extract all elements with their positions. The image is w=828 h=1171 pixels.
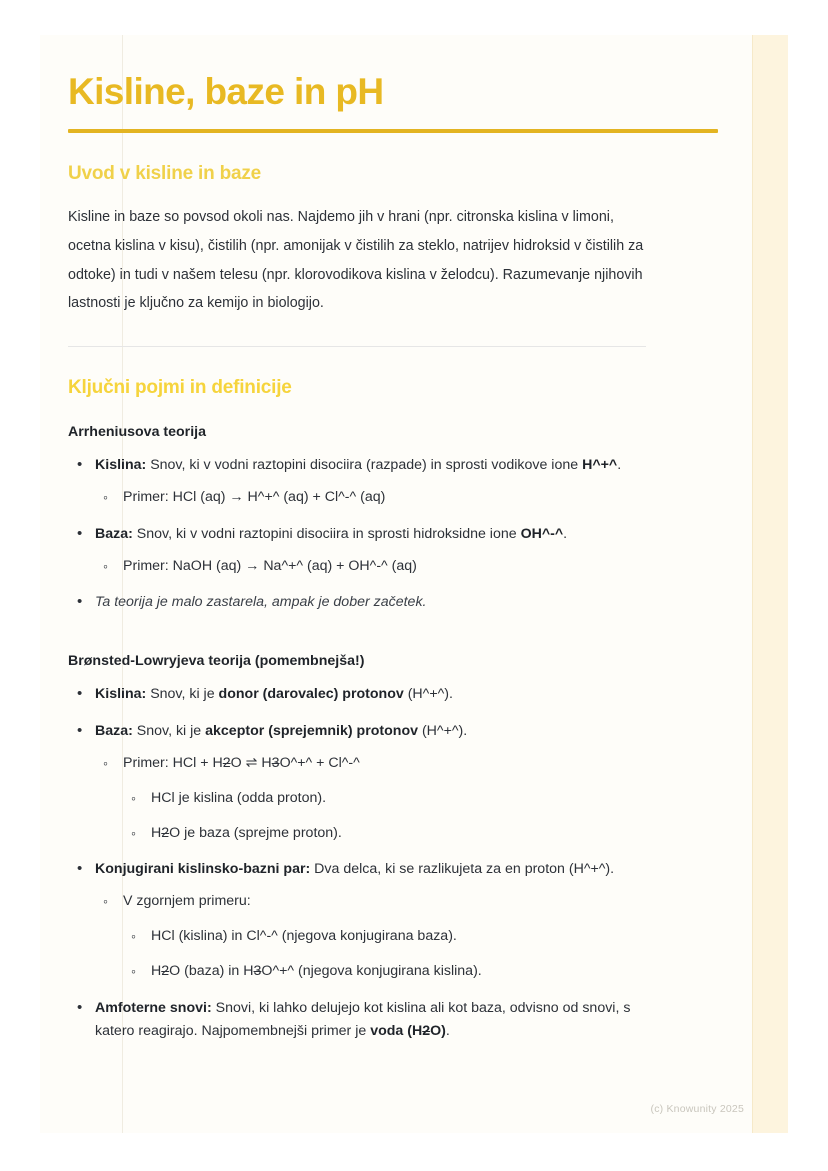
copyright-footer: (c) Knowunity 2025	[650, 1103, 744, 1115]
subheading-bronsted-lowry: Brønsted-Lowryjeva teorija (pomembnejša!)	[68, 653, 365, 670]
akceptor-protonov: akceptor (sprejemnik) protonov	[205, 723, 418, 740]
subscript-3: 3	[253, 962, 262, 979]
page-edge-strip	[752, 35, 788, 1133]
amfoterne-text: Snovi, ki lahko delujejo kot kislina ali kot baza, odvisno od snovi, s katero reagirajo. Najpomembnejši primer je	[95, 999, 631, 1039]
kislina-text: Snov, ki je	[146, 686, 219, 703]
list-item	[123, 925, 670, 948]
kislina-text: Snov, ki v vodni raztopini disociira (razpade) in sprosti vodikove ione	[146, 456, 583, 473]
pair-text: H	[151, 962, 162, 979]
document-content	[68, 35, 728, 1133]
bronsted-equation-notes	[123, 787, 670, 844]
kislina-text-end: .	[617, 456, 622, 473]
list-item	[68, 720, 670, 844]
formula-oh-minus: OH^-^	[520, 525, 564, 542]
document-page	[40, 35, 788, 1133]
term-kislina: Kislina:	[95, 456, 147, 473]
bronsted-list	[68, 669, 728, 1042]
baza-text-end: (H^+^).	[418, 723, 468, 740]
amfoterne-text-end: .	[445, 1022, 450, 1039]
list-item: ◦ Primer: HCl (aq) → H^+^ (aq) + Cl^-^ (aq)	[95, 486, 670, 509]
term-baza-bronsted: Baza:	[95, 723, 133, 740]
list-item	[68, 997, 670, 1043]
intro-paragraph: Kisline in baze so povsod okoli nas. Najdemo jih v hrani (npr. citronska kislina v limoni, ocetna kislina v kisu), čistilih (npr. amonijak v čistilih za steklo, natrijev hidroksid v čistilih za odtoke) in tudi v našem telesu (npr. klorovodikova kislina v želodcu). Razumevanje njihovih lastnosti je ključno za kemijo in biologijo.	[68, 209, 644, 312]
baza-text: Snov, ki je	[132, 723, 206, 740]
bronsted-baza-examples	[95, 752, 670, 844]
equation-prefix: Primer: HCl + H	[123, 755, 223, 772]
baza-text-end: .	[563, 525, 568, 542]
term-amfoterne-snovi: Amfoterne snovi:	[95, 999, 212, 1016]
arrhenius-note: Ta teorija je malo zastarela, ampak je dober začetek.	[95, 594, 427, 611]
list-item	[123, 822, 670, 845]
voda-suffix: O)	[430, 1022, 446, 1039]
equation-mid: O ⇌ H	[230, 755, 272, 772]
konjugirani-examples	[95, 890, 670, 982]
page-edge-line	[752, 35, 753, 1133]
subscript-2: 2	[161, 824, 170, 841]
pair-text-end: O^+^ (njegova konjugirana kislina).	[261, 962, 482, 979]
list-item	[123, 787, 670, 810]
list-item	[68, 591, 670, 614]
arrhenius-baza-examples	[95, 555, 670, 578]
subheading-arrheniusova-teorija: Arrheniusova teorija	[68, 423, 206, 440]
subscript-2: 2	[422, 1022, 431, 1039]
list-item	[68, 523, 670, 578]
list-item	[95, 890, 670, 982]
kislina-text-end: (H^+^).	[403, 686, 453, 703]
section-heading-uvod: Uvod v kisline in baze	[68, 163, 262, 185]
voda-prefix: voda (H	[370, 1022, 423, 1039]
term-konjugirani-par: Konjugirani kislinsko-bazni par:	[95, 861, 311, 878]
subscript-2: 2	[161, 962, 170, 979]
page-title: Kisline, baze in pH	[68, 71, 384, 112]
baza-text: Snov, ki v vodni raztopini disociira in sprosti hidroksidne ione	[132, 525, 521, 542]
note-text: H	[151, 824, 162, 841]
sub-label: V zgornjem primeru:	[123, 893, 251, 910]
arrhenius-kislina-examples	[95, 486, 670, 509]
voda-formula	[370, 1023, 446, 1039]
konjugirani-text: Dva delca, ki se razlikujeta za en proton (H^+^).	[310, 861, 615, 878]
subscript-3: 3	[271, 755, 280, 772]
list-item	[95, 752, 670, 844]
note-text-end: O je baza (sprejme proton).	[169, 824, 342, 841]
list-item	[123, 960, 670, 983]
list-item	[68, 858, 670, 982]
equation-suffix: O^+^ + Cl^-^	[279, 755, 360, 772]
pair-mid: O (baza) in H	[169, 962, 254, 979]
donor-protonov: donor (darovalec) protonov	[218, 686, 404, 703]
term-baza: Baza:	[95, 525, 133, 542]
arrhenius-list	[68, 440, 728, 614]
list-item	[68, 683, 670, 706]
term-kislina-bronsted: Kislina:	[95, 686, 147, 703]
pair-text: HCl (kislina) in Cl^-^ (njegova konjugirana baza).	[151, 928, 457, 945]
list-item	[68, 454, 670, 509]
formula-h-plus: H^+^	[582, 456, 618, 473]
section-heading-kljucni-pojmi: Ključni pojmi in definicije	[68, 376, 292, 398]
list-item: ◦ Primer: NaOH (aq) → Na^+^ (aq) + OH^-^ (aq)	[95, 555, 670, 578]
konjugirani-pairs	[123, 925, 670, 982]
subscript-2: 2	[222, 755, 231, 772]
note-text: HCl je kislina (odda proton).	[151, 789, 327, 806]
